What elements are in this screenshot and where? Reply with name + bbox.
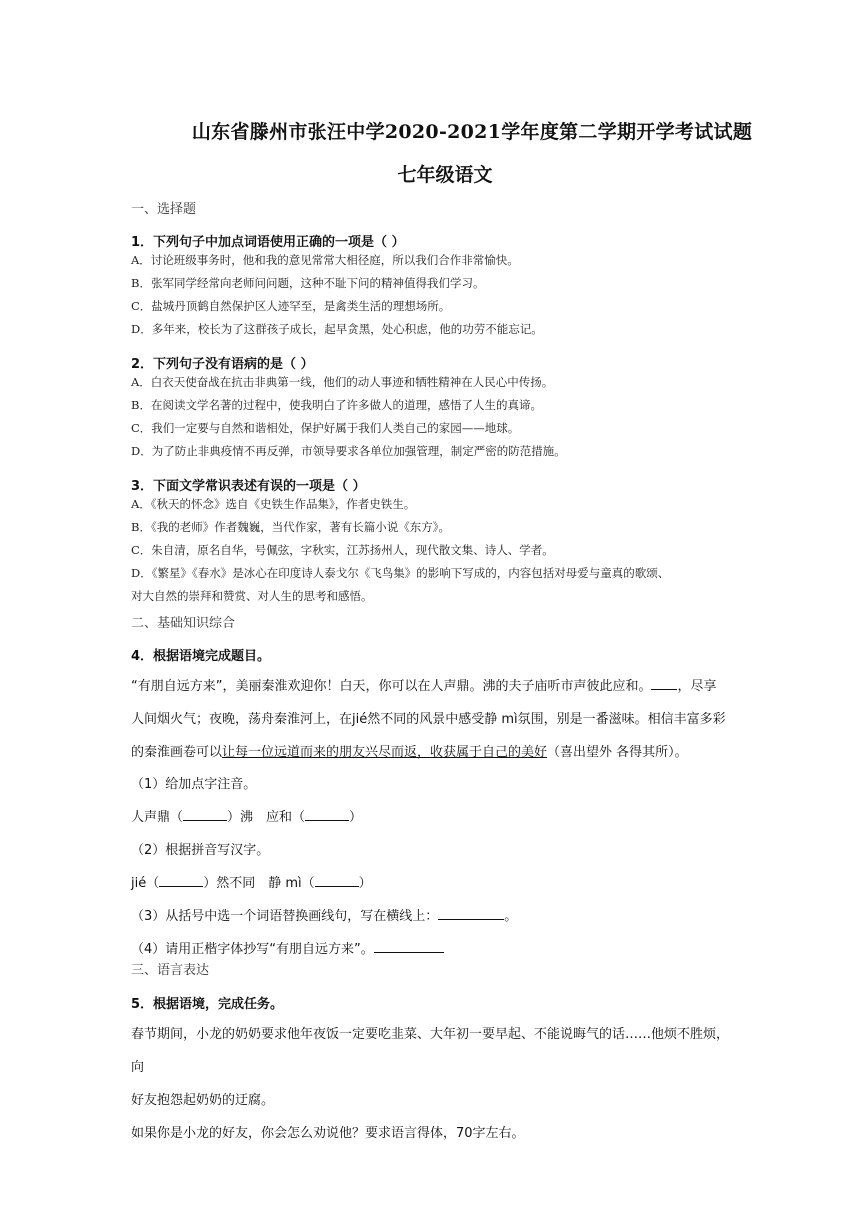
sub-question-2: （2）根据拼音写汉字。 (131, 843, 270, 858)
answer-blank[interactable] (438, 907, 504, 920)
question-3-option-c: C．朱自清，原名自华，号佩弦，字秋实，江苏扬州人，现代散文集、诗人、学者。 (131, 543, 554, 557)
sub-question-1-answer: 人声鼎（ ）沸 应和（ ） (131, 810, 363, 825)
question-2-option-c: C．我们一定要与自然和谐相处，保护好属于我们人类自己的家园——地球。 (131, 421, 520, 435)
passage-line-2: 好友抱怨起奶奶的迂腐。 (131, 1093, 275, 1108)
section-heading-expression: 三、语言表达 (131, 963, 210, 978)
passage-line-3: 的秦淮画卷可以让每一位远道而来的朋友兴尽而返，收获属于自己的美好（喜出望外 各得其所）。 (131, 745, 688, 760)
answer-blank[interactable] (159, 874, 203, 887)
answer-blank[interactable] (374, 940, 444, 953)
passage-line-1: 春节期间，小龙的奶奶要求他年夜饭一定要吃韭菜、大年初一要早起、不能说晦气的话……他烦不胜烦，向 (131, 1027, 730, 1075)
question-5-passage (131, 1018, 741, 1150)
passage-line-2: 人间烟火气；夜晚，荡舟秦淮河上，在jié然不同的风景中感受静 mì氛围，别是一番滋味。相信丰富多彩 (131, 712, 726, 727)
question-1-option-d: D．多年来，校长为了这群孩子成长，起早贪黑，处心积虑，他的功劳不能忘记。 (131, 322, 543, 336)
question-2-option-a: A．白衣天使奋战在抗击非典第一线，他们的动人事迹和牺牲精神在人民心中传扬。 (131, 375, 554, 389)
passage-line-3: 如果你是小龙的好友，你会怎么劝说他？要求语言得体，70字左右。 (131, 1126, 525, 1141)
passage-line-1: “有朋自远方来”，美丽秦淮欢迎你！白天，你可以在人声鼎。沸的夫子庙听市声彼此应和。 ，尽享 (131, 679, 717, 694)
section-heading-choice: 一、选择题 (131, 202, 197, 217)
question-3-option-b: B．《我的老师》作者魏巍，当代作家，著有长篇小说《东方》。 (131, 520, 450, 534)
question-2-option-b: B．在阅读文学名著的过程中，使我明白了许多做人的道理，感悟了人生的真谛。 (131, 398, 542, 412)
question-2-stem: 2．下列句子没有语病的是（ ） (131, 357, 314, 372)
answer-blank[interactable] (305, 808, 349, 821)
question-4-stem: 4．根据语境完成题目。 (131, 649, 271, 664)
question-3-option-d-cont: 对大自然的崇拜和赞赏、对人生的思考和感悟。 (131, 589, 373, 603)
question-3-stem: 3．下面文学常识表述有误的一项是（ ） (131, 479, 366, 494)
sub-question-2-answer: jié（ ）然不同 静 mì（ ） (131, 876, 372, 891)
section-heading-basics: 二、基础知识综合 (131, 616, 236, 631)
page-title: 山东省滕州市张汪中学2020-2021学年度第二学期开学考试试题 (191, 121, 753, 143)
sub-question-4: （4）请用正楷字体抄写“有朋自远方来”。 (131, 938, 444, 957)
answer-blank[interactable] (651, 677, 677, 690)
question-3-option-a: A．《秋天的怀念》选自《史铁生作品集》，作者史铁生。 (131, 497, 416, 511)
underlined-sentence: 让每一位远道而来的朋友兴尽而返，收获属于自己的美好 (222, 745, 548, 760)
page-subtitle: 七年级语文 (397, 164, 493, 186)
question-1-option-a: A．讨论班级事务时，他和我的意见常常大相径庭，所以我们合作非常愉快。 (131, 253, 519, 267)
question-5-stem: 5．根据语境，完成任务。 (131, 997, 284, 1012)
question-1-stem: 1．下列句子中加点词语使用正确的一项是（ ） (131, 235, 405, 250)
sub-question-1: （1）给加点字注音。 (131, 777, 257, 792)
question-1-option-b: B．张军同学经常向老师问问题，这种不耻下问的精神值得我们学习。 (131, 276, 485, 290)
question-4-passage (131, 670, 741, 769)
question-3-option-d: D．《繁星》《春水》是冰心在印度诗人泰戈尔《飞鸟集》的影响下写成的，内容包括对母爱与童真的歌颂、 (131, 566, 670, 580)
answer-blank[interactable] (183, 808, 227, 821)
sub-question-3: （3）从括号中选一个词语替换画线句，写在横线上： 。 (131, 909, 518, 924)
question-1-option-c: C．盐城丹顶鹤自然保护区人迹罕至，是禽类生活的理想场所。 (131, 299, 451, 313)
answer-blank[interactable] (315, 874, 359, 887)
question-2-option-d: D．为了防止非典疫情不再反弹，市领导要求各单位加强管理，制定严密的防范措施。 (131, 444, 566, 458)
